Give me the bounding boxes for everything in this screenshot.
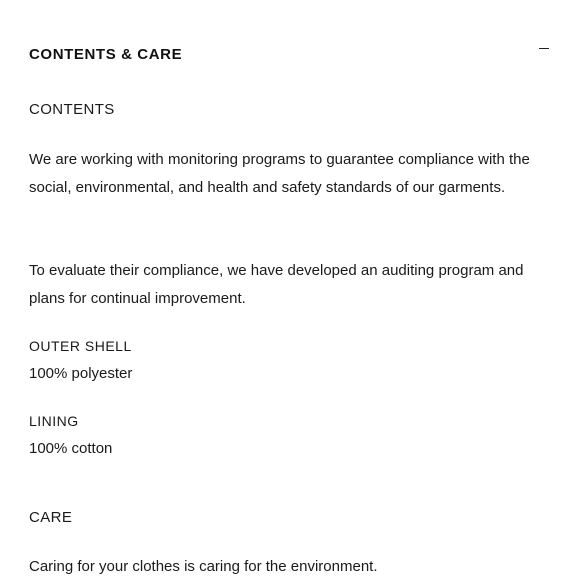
care-heading: CARE xyxy=(29,509,73,526)
contents-heading: CONTENTS xyxy=(29,101,115,118)
contents-paragraph-2: To evaluate their compliance, we have developed an auditing program and plans for continual improvement. xyxy=(29,262,524,307)
outer-shell-label: OUTER SHELL xyxy=(29,338,132,354)
care-paragraph-1: Caring for your clothes is caring for the environment. xyxy=(29,558,378,575)
accordion-title: CONTENTS & CARE xyxy=(29,45,183,63)
lining-value: 100% cotton xyxy=(29,440,113,457)
contents-paragraph-1: We are working with monitoring programs to guarantee compliance with the social, environmental, and health and safety standards of our garments. xyxy=(29,151,530,196)
contents-care-accordion-header[interactable] xyxy=(29,42,551,66)
outer-shell-value: 100% polyester xyxy=(29,365,133,382)
minus-icon[interactable] xyxy=(527,39,551,59)
lining-label: LINING xyxy=(29,413,79,429)
